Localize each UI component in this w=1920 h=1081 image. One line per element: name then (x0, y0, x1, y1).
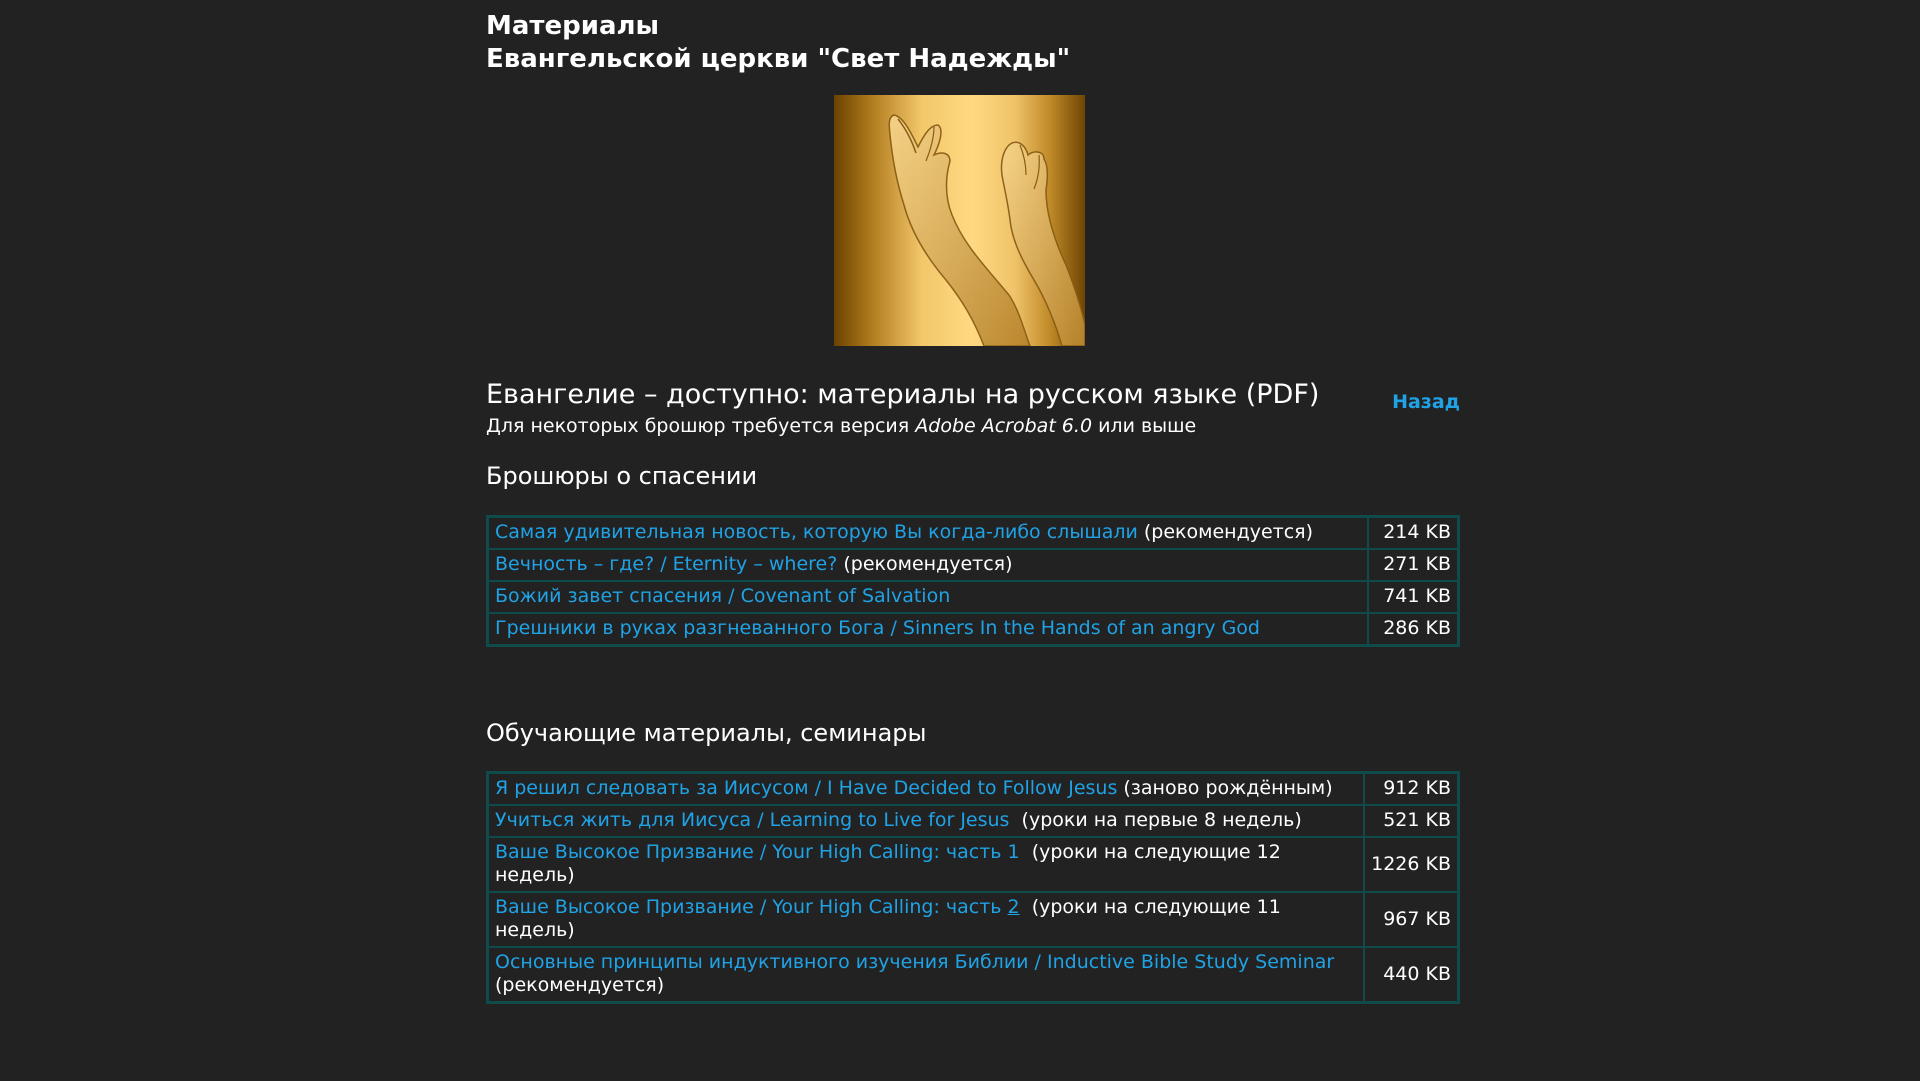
acrobat-note (486, 414, 1460, 438)
file-link[interactable]: Самая удивительная новость, которую Вы когда-либо слышали (495, 521, 1138, 543)
seminars-table (486, 771, 1460, 1004)
file-link[interactable]: Вечность – где? / Eternity – where? (495, 553, 838, 575)
file-size: 912 KB (1364, 773, 1458, 806)
file-note: (рекомендуется) (837, 553, 1013, 575)
file-size: 286 KB (1368, 613, 1459, 646)
part-2-link[interactable]: 2 (1007, 896, 1020, 918)
file-title-cell (488, 892, 1365, 947)
file-size: 440 KB (1364, 947, 1458, 1003)
file-title-cell (488, 837, 1365, 892)
file-title-cell (488, 947, 1365, 1003)
table-row (488, 947, 1459, 1003)
site-title (486, 0, 1460, 76)
file-size: 271 KB (1368, 549, 1459, 581)
file-note: (уроки на первые 8 недель) (1009, 809, 1302, 831)
file-title-cell (488, 581, 1369, 613)
salvation-heading: Брошюры о спасении (486, 462, 758, 490)
file-note: (заново рождённым) (1117, 777, 1333, 799)
file-size: 214 KB (1368, 517, 1459, 550)
file-title-cell (488, 549, 1369, 581)
file-link[interactable]: Я решил следовать за Иисусом / I Have Decided to Follow Jesus (495, 777, 1118, 799)
seminars-heading: Обучающие материалы, семинары (486, 719, 927, 747)
file-link[interactable]: Грешники в руках разгневанного Бога / Sinners In the Hands of an angry God (495, 617, 1260, 639)
file-title-cell (488, 517, 1369, 550)
table-row (488, 517, 1459, 550)
file-link[interactable]: Учиться жить для Иисуса / Learning to Live for Jesus (495, 809, 1010, 831)
file-size: 967 KB (1364, 892, 1458, 947)
acrobat-note-suffix: или выше (1092, 415, 1197, 437)
table-row (488, 805, 1459, 837)
file-title-cell (488, 773, 1365, 806)
salvation-table (486, 515, 1460, 647)
site-title-line2: Евангельской церкви "Свет Надежды" (486, 44, 1071, 74)
acrobat-note-version: Adobe Acrobat 6.0 (915, 415, 1093, 437)
site-title-line1: Материалы (486, 11, 660, 41)
gospel-title: Евангелие – доступно: материалы на русском языке (PDF) (486, 379, 1320, 410)
file-note: (рекомендуется) (495, 974, 665, 996)
gospel-section-header (486, 378, 1460, 438)
file-size: 521 KB (1364, 805, 1458, 837)
table-row (488, 613, 1459, 646)
file-link[interactable]: Ваше Высокое Призвание / Your High Calling: часть 1 (495, 841, 1020, 863)
back-link[interactable]: Назад (1392, 391, 1460, 413)
file-note: (уроки на следующие 11 недель) (495, 896, 1287, 941)
file-title-cell (488, 805, 1365, 837)
file-size: 741 KB (1368, 581, 1459, 613)
acrobat-note-prefix: Для некоторых брошюр требуется версия (486, 415, 916, 437)
praying-hands-icon (834, 95, 1085, 346)
file-size: 1226 KB (1364, 837, 1458, 892)
praying-hands-image (834, 95, 1085, 346)
table-row (488, 549, 1459, 581)
table-row (488, 773, 1459, 806)
file-title-cell (488, 613, 1369, 646)
table-row (488, 837, 1459, 892)
page-content (486, 0, 1460, 996)
file-note: (уроки на следующие 12 недель) (495, 841, 1287, 886)
table-row (488, 892, 1459, 947)
file-link[interactable]: Ваше Высокое Призвание / Your High Calling: часть (495, 896, 1008, 918)
file-link[interactable]: Божий завет спасения / Covenant of Salvation (495, 585, 951, 607)
table-row (488, 581, 1459, 613)
file-note: (рекомендуется) (1137, 521, 1314, 543)
file-link[interactable]: Основные принципы индуктивного изучения Библии / Inductive Bible Study Seminar (495, 951, 1335, 973)
